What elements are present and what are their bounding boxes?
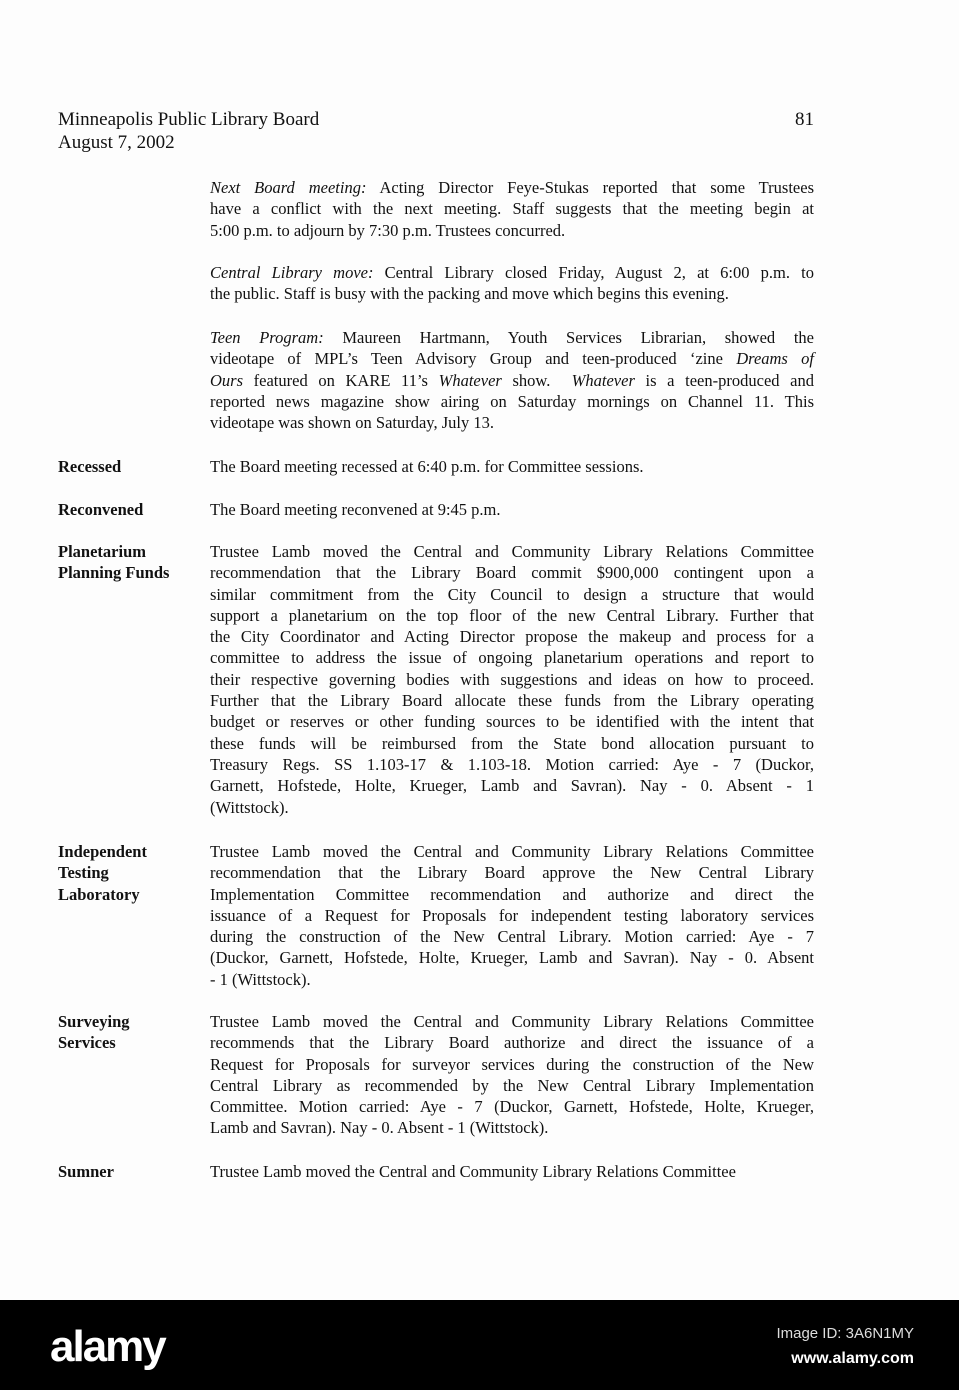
text-line: have a conflict with the next meeting. Staff suggests that the meeting begin at xyxy=(210,199,814,219)
text-line: Trustee Lamb moved the Central and Community Library Relations Committee xyxy=(210,1012,814,1031)
italic-text: Whatever xyxy=(438,370,502,390)
text-segment: show. xyxy=(501,370,572,390)
section-body xyxy=(210,456,814,477)
section-label-line: Independent xyxy=(58,842,147,861)
text-line: Implementation Committee recommendation and authorize and direct the xyxy=(210,884,814,904)
section-body xyxy=(210,177,814,241)
text-line xyxy=(210,177,814,198)
watermark-bar xyxy=(0,1300,959,1390)
text-segment: is a teen-produced and xyxy=(634,370,814,390)
italic-text: Whatever xyxy=(571,370,635,390)
italic-text: Central Library move: xyxy=(210,263,374,282)
italic-text: Next Board meeting: xyxy=(210,178,367,197)
text-line: their respective governing bodies with suggestions and ideas on how to proceed. xyxy=(210,669,814,689)
italic-text: Dreams of xyxy=(736,349,814,369)
text-segment: Maureen Hartmann, Youth Services Librarian, showed the xyxy=(323,328,814,347)
text-line: recommendation that the Library Board commit $900,000 contingent upon a xyxy=(210,563,814,583)
text-line: issuance of a Request for Proposals for independent testing laboratory services xyxy=(210,905,814,925)
text-segment: Central Library closed Friday, August 2, at 6:00 p.m. to xyxy=(373,263,814,282)
section-label xyxy=(58,499,208,520)
header-date: August 7, 2002 xyxy=(58,132,175,153)
text-line: budget or reserves or other funding sources to be identified with the intent that xyxy=(210,712,814,732)
text-line: Trustee Lamb moved the Central and Community Library Relations Committee xyxy=(210,842,814,861)
text-segment: Acting Director Feye-Stukas reported that some Trustees xyxy=(366,178,814,197)
watermark-url: www.alamy.com xyxy=(791,1350,914,1367)
section-body xyxy=(210,841,814,990)
text-line: these funds will be reimbursed from the State bond allocation pursuant to xyxy=(210,733,814,753)
italic-text: Ours xyxy=(210,370,244,390)
text-line: Further that the Library Board allocate these funds from the Library operating xyxy=(210,691,814,711)
section-label-line: Services xyxy=(58,1033,116,1053)
text-line: the City Coordinator and Acting Director propose the makeup and process for a xyxy=(210,627,814,647)
section-label xyxy=(58,456,208,477)
text-line: Lamb and Savran). Nay - 0. Absent - 1 (Wittstock). xyxy=(210,1118,549,1138)
text-line: support a planetarium on the top floor of the new Central Library. Further that xyxy=(210,605,814,625)
text-line: Request for Proposals for surveyor services during the construction of the New xyxy=(210,1054,814,1074)
section-label-line: Testing xyxy=(58,863,109,883)
text-segment: videotape of MPL’s Teen Advisory Group and teen-produced ‘zine xyxy=(210,349,737,369)
section-body xyxy=(210,1011,814,1139)
text-line: reported news magazine show airing on Saturday mornings on Channel 11. This xyxy=(210,391,814,411)
text-line: videotape was shown on Saturday, July 13. xyxy=(210,413,494,433)
section-body xyxy=(210,1161,814,1182)
section-label-line: Planetarium xyxy=(58,542,146,561)
text-line: committee to address the issue of ongoing planetarium operations and report to xyxy=(210,648,814,668)
text-segment: featured on KARE 11’s xyxy=(243,370,439,390)
section-label-line: Surveying xyxy=(58,1012,130,1031)
section-body xyxy=(210,262,814,305)
text-line: Trustee Lamb moved the Central and Community Library Relations Committee xyxy=(210,542,814,561)
text-line xyxy=(210,327,814,348)
text-line xyxy=(210,370,814,391)
header-organization: Minneapolis Public Library Board xyxy=(58,109,320,130)
text-line: 5:00 p.m. to adjourn by 7:30 p.m. Trustees concurred. xyxy=(210,220,566,240)
section-label xyxy=(58,1161,208,1182)
section-body xyxy=(210,327,814,433)
text-line: Garnett, Hofstede, Holte, Krueger, Lamb and Savran). Nay - 0. Absent - 1 xyxy=(210,776,814,796)
text-line: The Board meeting recessed at 6:40 p.m. for Committee sessions. xyxy=(210,457,644,476)
text-line: the public. Staff is busy with the packing and move which begins this evening. xyxy=(210,284,729,304)
section-label-line: Sumner xyxy=(58,1162,114,1181)
text-line xyxy=(210,348,814,369)
section-label-line: Recessed xyxy=(58,457,122,476)
text-line: Central Library as recommended by the New Central Library Implementation xyxy=(210,1075,814,1095)
section-label xyxy=(58,541,208,584)
image-id: Image ID: 3A6N1MY xyxy=(776,1325,914,1342)
section-label xyxy=(58,1011,208,1054)
text-line: (Wittstock). xyxy=(210,797,289,817)
text-line: - 1 (Wittstock). xyxy=(210,969,311,989)
section-body xyxy=(210,541,814,818)
section-label-line: Planning Funds xyxy=(58,563,170,583)
page-number: 81 xyxy=(795,109,814,130)
text-line xyxy=(210,262,814,283)
alamy-logo: alamy xyxy=(50,1322,165,1371)
text-line: (Duckor, Garnett, Hofstede, Holte, Krueger, Lamb and Savran). Nay - 0. Absent xyxy=(210,948,814,968)
text-line: The Board meeting reconvened at 9:45 p.m. xyxy=(210,500,501,519)
text-line: recommendation that the Library Board approve the New Central Library xyxy=(210,863,814,883)
text-line: recommends that the Library Board authorize and direct the issuance of a xyxy=(210,1033,814,1053)
italic-text: Teen Program: xyxy=(210,328,324,347)
text-line: Committee. Motion carried: Aye - 7 (Duckor, Garnett, Hofstede, Holte, Krueger, xyxy=(210,1097,814,1117)
text-line: during the construction of the New Central Library. Motion carried: Aye - 7 xyxy=(210,927,814,947)
section-label xyxy=(58,841,208,905)
text-line: Treasury Regs. SS 1.103-17 & 1.103-18. Motion carried: Aye - 7 (Duckor, xyxy=(210,754,814,774)
section-label-line: Reconvened xyxy=(58,500,144,519)
section-label-line: Laboratory xyxy=(58,884,140,904)
text-line: Trustee Lamb moved the Central and Community Library Relations Committee xyxy=(210,1162,736,1181)
section-body xyxy=(210,499,814,520)
text-line: similar commitment from the City Council to design a structure that would xyxy=(210,584,814,604)
